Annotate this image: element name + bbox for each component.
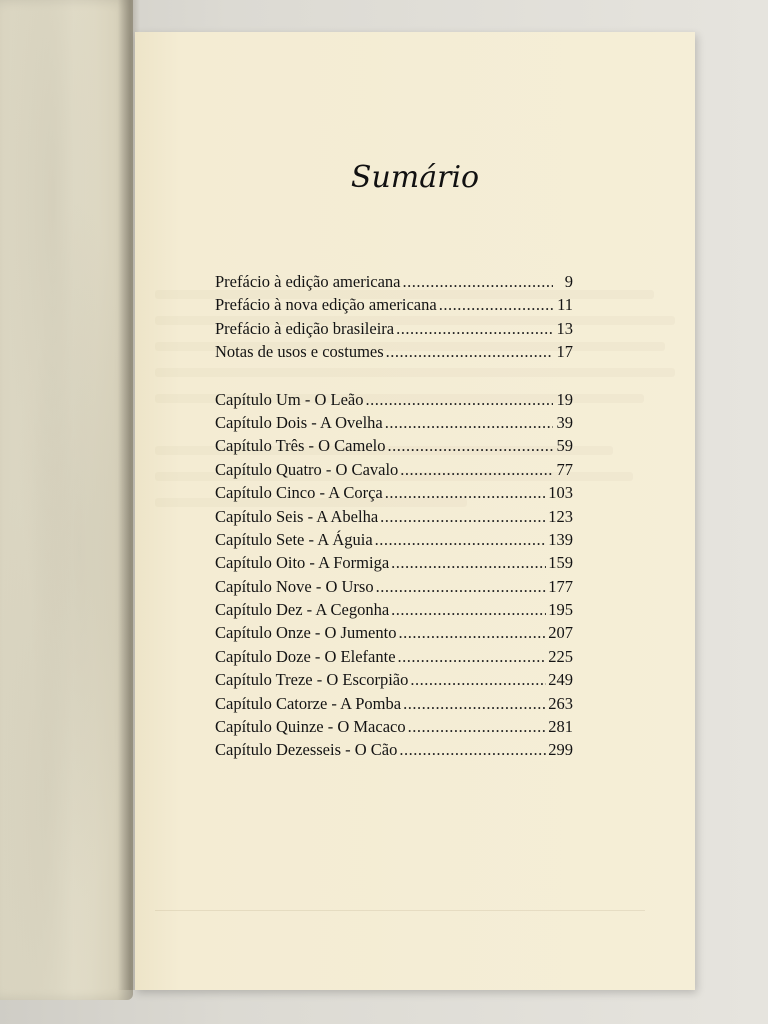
toc-entry-page-number: 39 bbox=[556, 412, 573, 432]
toc-entry-title: Capítulo Dez - A Cegonha bbox=[215, 600, 390, 620]
dot-leader bbox=[398, 645, 547, 668]
toc-entry-title: Capítulo Quatro - O Cavalo bbox=[215, 459, 399, 479]
toc-entry-title: Capítulo Dezesseis - O Cão bbox=[215, 740, 398, 760]
toc-entry bbox=[215, 270, 573, 293]
dot-leader bbox=[388, 434, 553, 457]
toc-entry-page-number: 17 bbox=[556, 342, 573, 362]
toc-entry-page-number: 77 bbox=[556, 459, 573, 479]
dot-leader bbox=[403, 692, 546, 715]
show-through-rule bbox=[155, 910, 645, 911]
dot-leader bbox=[385, 411, 553, 434]
toc-entry-page-number: 263 bbox=[548, 693, 573, 713]
toc-entry-title: Capítulo Quinze - O Macaco bbox=[215, 717, 406, 737]
toc-entry bbox=[215, 528, 573, 551]
toc-entry bbox=[215, 645, 573, 668]
dot-leader bbox=[410, 668, 546, 691]
dot-leader bbox=[399, 738, 546, 761]
toc-entry-title: Capítulo Doze - O Elefante bbox=[215, 646, 396, 666]
toc-entry-page-number: 139 bbox=[548, 529, 573, 549]
dot-leader bbox=[375, 528, 547, 551]
toc-entry bbox=[215, 293, 573, 316]
toc-entry-page-number: 207 bbox=[548, 623, 573, 643]
toc-entry bbox=[215, 738, 573, 761]
dot-leader bbox=[380, 505, 546, 528]
toc-entry-title: Prefácio à nova edição americana bbox=[215, 295, 437, 315]
toc-entry-page-number: 59 bbox=[556, 436, 573, 456]
toc-entry-page-number: 103 bbox=[548, 483, 573, 503]
dot-leader bbox=[391, 551, 546, 574]
toc-entry bbox=[215, 621, 573, 644]
toc-entry-page-number: 9 bbox=[564, 272, 573, 291]
toc-entry-title: Capítulo Seis - A Abelha bbox=[215, 506, 379, 526]
page-title: Sumário bbox=[350, 160, 480, 195]
toc-entry-page-number: 299 bbox=[548, 740, 573, 760]
dot-leader bbox=[365, 388, 553, 411]
toc-entry-page-number: 13 bbox=[556, 318, 573, 338]
left-page bbox=[0, 0, 133, 1000]
toc-entry bbox=[215, 434, 573, 457]
dot-leader bbox=[400, 458, 553, 481]
toc-entry-title: Capítulo Treze - O Escorpião bbox=[215, 670, 409, 690]
toc-entry bbox=[215, 388, 573, 411]
dot-leader bbox=[439, 293, 553, 316]
table-of-contents bbox=[215, 270, 573, 762]
toc-entry-page-number: 11 bbox=[557, 295, 573, 315]
dot-leader bbox=[403, 270, 553, 293]
dot-leader bbox=[376, 575, 547, 598]
toc-entry-title: Capítulo Catorze - A Pomba bbox=[215, 693, 402, 713]
contents-page bbox=[135, 32, 695, 990]
toc-entry-title: Capítulo Um - O Leão bbox=[215, 389, 364, 409]
toc-entry-title: Prefácio à edição americana bbox=[215, 272, 401, 291]
toc-entry-page-number: 249 bbox=[548, 670, 573, 690]
toc-entry-title: Capítulo Cinco - A Corça bbox=[215, 483, 383, 503]
toc-entry bbox=[215, 317, 573, 340]
dot-leader bbox=[385, 481, 547, 504]
toc-entry bbox=[215, 668, 573, 691]
toc-entry bbox=[215, 340, 573, 363]
dot-leader bbox=[386, 340, 553, 363]
toc-entry bbox=[215, 715, 573, 738]
left-page-texture bbox=[0, 0, 133, 1000]
toc-entry-title: Prefácio à edição brasileira bbox=[215, 318, 395, 338]
toc-entry bbox=[215, 458, 573, 481]
toc-entry-page-number: 281 bbox=[548, 717, 573, 737]
dot-leader bbox=[396, 317, 553, 340]
toc-entry-title: Capítulo Três - O Camelo bbox=[215, 436, 386, 456]
dot-leader bbox=[408, 715, 547, 738]
toc-entry bbox=[215, 598, 573, 621]
toc-entry-page-number: 177 bbox=[548, 576, 573, 596]
toc-entry bbox=[215, 551, 573, 574]
toc-entry-title: Notas de usos e costumes bbox=[215, 342, 384, 362]
toc-entry-page-number: 19 bbox=[556, 389, 573, 409]
toc-entry-page-number: 225 bbox=[548, 646, 573, 666]
toc-entry-title: Capítulo Onze - O Jumento bbox=[215, 623, 397, 643]
toc-entry-page-number: 123 bbox=[548, 506, 573, 526]
toc-entry-title: Capítulo Nove - O Urso bbox=[215, 576, 374, 596]
dot-leader bbox=[391, 598, 546, 621]
toc-entry bbox=[215, 692, 573, 715]
dot-leader bbox=[398, 621, 546, 644]
toc-entry bbox=[215, 505, 573, 528]
toc-entry-title: Capítulo Oito - A Formiga bbox=[215, 553, 390, 573]
toc-entry bbox=[215, 481, 573, 504]
toc-entry bbox=[215, 411, 573, 434]
toc-entry-page-number: 159 bbox=[548, 553, 573, 573]
toc-entry-title: Capítulo Dois - A Ovelha bbox=[215, 412, 383, 432]
front-matter-list bbox=[215, 270, 573, 364]
toc-entry-title: Capítulo Sete - A Águia bbox=[215, 529, 373, 549]
toc-entry-page-number: 195 bbox=[548, 600, 573, 620]
chapter-list bbox=[215, 388, 573, 762]
toc-entry bbox=[215, 575, 573, 598]
